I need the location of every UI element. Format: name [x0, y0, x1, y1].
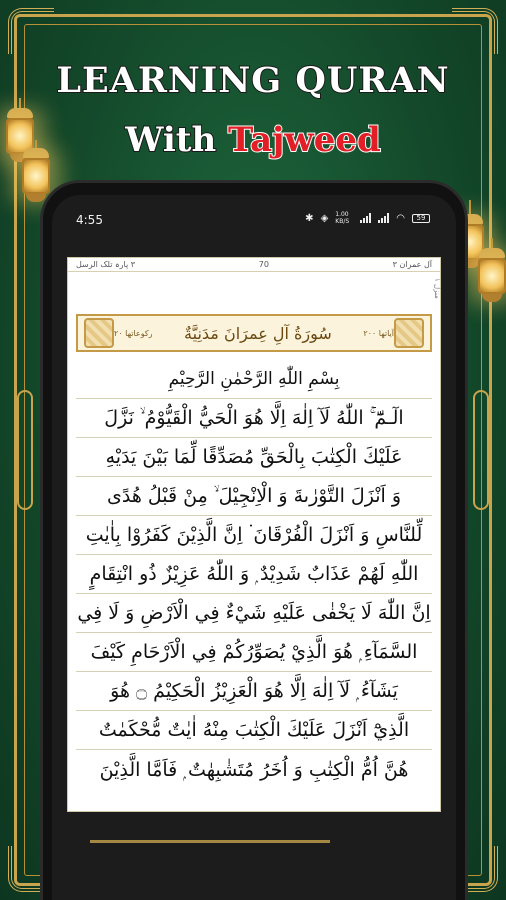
side-ornament-icon	[473, 390, 489, 510]
page-side-label: منزل ١	[433, 278, 441, 299]
subtitle-with: With	[125, 120, 217, 160]
signal-icon	[378, 213, 389, 223]
bismillah-line: بِسْمِ اللّٰهِ الرَّحْمٰنِ الرَّحِيْمِ	[76, 360, 432, 399]
verse-line[interactable]: هُنَّ اُمُّ الْكِتٰبِ وَ اُخَرُ مُتَشٰبِهٰتٌ ۭ فَاَمَّا الَّذِيْنَ	[99, 758, 409, 781]
status-icons	[305, 211, 430, 225]
verse-line[interactable]: يَشَآءُ ۭ لَآ اِلٰهَ اِلَّا هُوَ الْعَزِيْزُ الْحَكِيْمُ ۝ هُوَ	[76, 672, 432, 711]
subtitle-tajweed: Tajweed	[228, 120, 381, 160]
verse-line[interactable]: الٓـمّٓ ۚ اللّٰهُ لَآ اِلٰهَ اِلَّا هُوَ الْحَيُّ الْقَيُّوْمُ ۙ نَزَّلَ	[76, 399, 432, 438]
banner-left-note: رکوعاتها ٢٠	[114, 328, 153, 338]
headline-title: LEARNING QURAN	[56, 60, 450, 101]
verse-line[interactable]: الَّذِيْٓ اَنْزَلَ عَلَيْكَ الْكِتٰبَ مِنْهُ اٰيٰتٌ مُّحْكَمٰتٌ	[76, 711, 432, 750]
verse-line[interactable]: السَّمَآءِ ۭ هُوَ الَّذِيْ يُصَوِّرُكُمْ فِي الْاَرْحَامِ كَيْفَ	[76, 633, 432, 672]
bluetooth-icon: ✱	[305, 212, 314, 224]
status-bar	[52, 195, 456, 239]
verse-line[interactable]: لِّلنَّاسِ وَ اَنْزَلَ الْفُرْقَانَ ۬ اِنَّ الَّذِيْنَ كَفَرُوْا بِاٰيٰتِ	[76, 516, 432, 555]
corner-ornament-icon	[452, 8, 498, 54]
banner-right-note: آیاتها ٢٠٠	[363, 328, 394, 338]
lantern-icon	[474, 238, 506, 318]
sura-title: سُورَةُ آلِ عِمرَانَ مَدَنِيَّةٌ	[184, 323, 332, 343]
verse-lines	[76, 360, 432, 789]
verse-line[interactable]: اِنَّ اللّٰهَ لَا يَخْفٰى عَلَيْهِ شَيْءٌ فِي الْاَرْضِ وَ لَا فِي	[76, 594, 432, 633]
phone-screen	[52, 195, 456, 900]
corner-ornament-icon	[8, 8, 54, 54]
page-header-left: ٣ پارہ تلک الرسل	[76, 260, 136, 269]
gold-divider	[90, 840, 330, 843]
battery-icon: 59	[412, 214, 430, 223]
status-time: 4:55	[76, 213, 103, 227]
signal-icon	[360, 213, 371, 223]
quran-page[interactable]	[67, 257, 441, 812]
page-header-right: آل عمران ٣	[392, 260, 432, 269]
data-speed-icon: 1.00 KB/S	[335, 211, 350, 225]
headline-subtitle	[0, 120, 506, 160]
wifi-icon: ◠	[396, 212, 405, 224]
page-header	[68, 258, 440, 272]
banner-ornament-icon	[394, 318, 424, 348]
sura-banner	[76, 314, 432, 352]
side-ornament-icon	[17, 390, 33, 510]
verse-line[interactable]: وَ اَنْزَلَ التَّوْرٰىةَ وَ الْاِنْجِيْلَ ۙ مِنْ قَبْلُ هُدًى	[76, 477, 432, 516]
page-number: 70	[258, 260, 269, 269]
banner-ornament-icon	[84, 318, 114, 348]
verse-line[interactable]: عَلَيْكَ الْكِتٰبَ بِالْحَقِّ مُصَدِّقًا لِّمَا بَيْنَ يَدَيْهِ	[76, 438, 432, 477]
verse-line[interactable]: اللّٰهِ لَهُمْ عَذَابٌ شَدِيْدٌ ۭ وَ اللّٰهُ عَزِيْزٌ ذُو انْتِقَامٍ	[76, 555, 432, 594]
vibrate-icon: ◈	[320, 212, 329, 224]
